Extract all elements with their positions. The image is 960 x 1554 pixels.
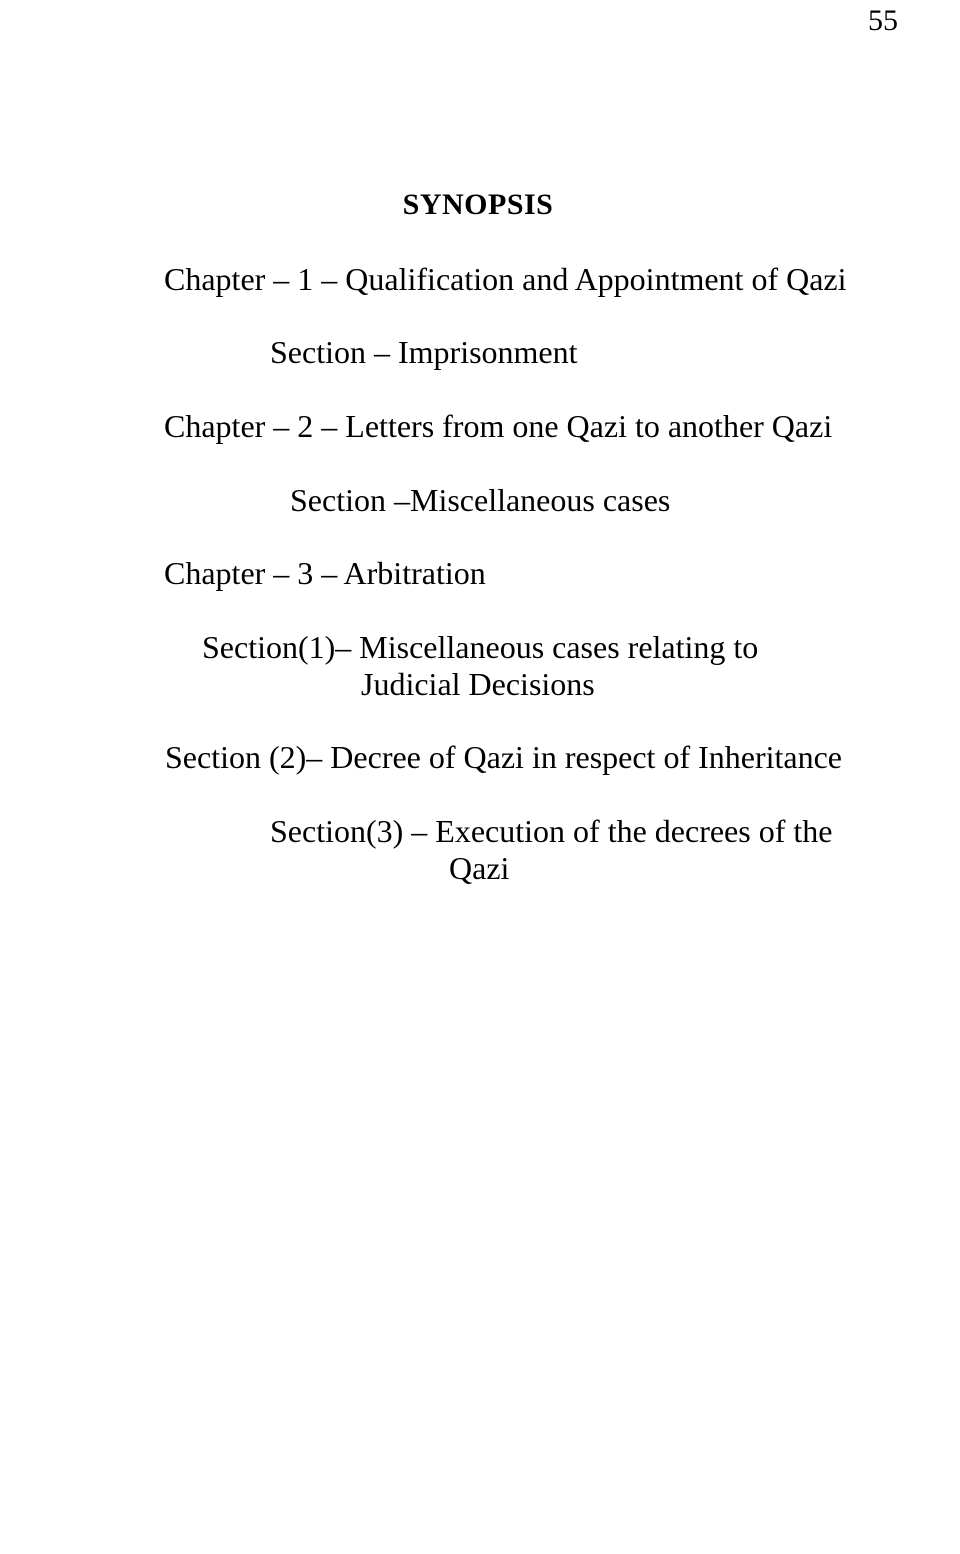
chapter-1-entry: Chapter – 1 – Qualification and Appointment of Qazi (164, 261, 847, 297)
chapter-2-entry: Chapter – 2 – Letters from one Qazi to another Qazi (164, 408, 833, 444)
section-3-entry: Section(3) – Execution of the decrees of the (270, 813, 833, 849)
section-2-entry: Section (2)– Decree of Qazi in respect of Inheritance (165, 739, 842, 775)
section-imprisonment-entry: Section – Imprisonment (270, 334, 578, 370)
section-1-entry-continuation: Judicial Decisions (361, 666, 595, 702)
page-title: SYNOPSIS (402, 188, 554, 221)
section-miscellaneous-entry: Section –Miscellaneous cases (290, 482, 671, 518)
section-3-entry-continuation: Qazi (449, 850, 510, 886)
section-1-entry: Section(1)– Miscellaneous cases relating to (202, 629, 759, 665)
page-number: 55 (868, 4, 898, 37)
chapter-3-entry: Chapter – 3 – Arbitration (164, 555, 486, 591)
